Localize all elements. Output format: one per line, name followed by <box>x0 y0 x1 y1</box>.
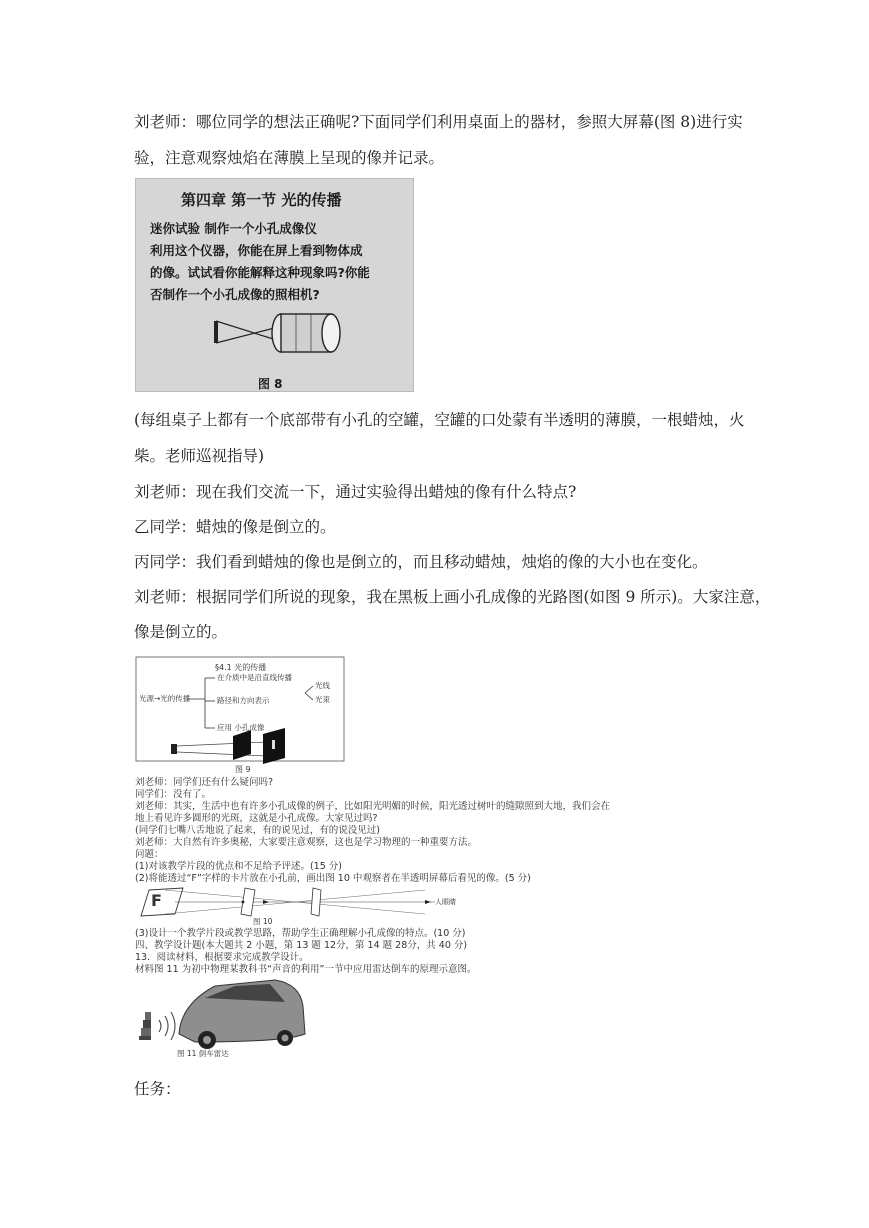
figure-10-eye-label: 人眼睛 <box>435 898 456 906</box>
figure-9-branch: 路径和方向表示 <box>217 696 270 705</box>
scan-line: 同学们：没有了。 <box>135 789 212 800</box>
paragraph-materials-cont: 柴。老师巡视指导) <box>134 447 265 465</box>
paragraph-teacher-exchange: 刘老师：现在我们交流一下，通过实验得出蜡烛的像有什么特点? <box>134 483 577 501</box>
figure-8-line: 的像。试试看你能解释这种现象吗?你能 <box>150 265 370 280</box>
figure-10-caption: 图 10 <box>253 917 273 926</box>
figure-9-branch: 在介质中是沿直线传播 <box>217 673 292 682</box>
scan-line: 刘老师：同学们还有什么疑问吗? <box>135 777 274 788</box>
scan-line: 刘老师：大自然有许多奥秘，大家要注意观察，这也是学习物理的一种重要方法。 <box>135 837 478 848</box>
scan-line: 刘老师：其实，生活中也有许多小孔成像的例子，比如阳光明媚的时候，阳光透过树叶的缝隙照到大地，我们会在 <box>135 801 611 812</box>
figure-10-diagram <box>135 886 465 928</box>
scan-line: 地上看见许多圆形的光斑，这就是小孔成像。大家见过吗? <box>135 813 378 824</box>
figure-8-title: 第四章 第一节 光的传播 <box>181 191 342 209</box>
figure-9-branch: 应用 小孔成像 <box>217 723 265 732</box>
scan-line: (同学们七嘴八舌地说了起来，有的说见过，有的说没见过) <box>135 825 380 836</box>
scan-line: 问题： <box>135 849 164 860</box>
paragraph-materials: (每组桌子上都有一个底部带有小孔的空罐，空罐的口处蒙有半透明的薄膜，一根蜡烛，火 <box>134 411 745 429</box>
figure-8-line: 迷你试验 制作一个小孔成像仪 <box>150 221 317 236</box>
figure-8-line: 否制作一个小孔成像的照相机? <box>150 287 320 302</box>
figure-11 <box>135 976 310 1062</box>
paragraph-teacher-question-cont: 验，注意观察烛焰在薄膜上呈现的像并记录。 <box>134 149 445 167</box>
figure-9 <box>135 656 345 776</box>
figure-8 <box>135 178 414 392</box>
figure-9-leaf: 光束 <box>315 695 330 704</box>
scan-line: (2)将能透过“F”字样的卡片放在小孔前，画出图 10 中观察者在半透明屏幕后看见的像。(5 分) <box>135 873 531 884</box>
pinhole-camera-illustration <box>206 307 346 367</box>
figure-9-header: §4.1 光的传播 <box>215 663 267 672</box>
figure-11-caption: 图 11 倒车雷达 <box>177 1049 229 1058</box>
figure-10-letter: F <box>151 891 162 910</box>
paragraph-student-yi: 乙同学：蜡烛的像是倒立的。 <box>134 518 336 536</box>
scan-line: 四、教学设计题(本大题共 2 小题，第 13 题 12分，第 14 题 28分，共 40 分) <box>135 940 468 951</box>
paragraph-student-bing: 丙同学：我们看到蜡烛的像也是倒立的，而且移动蜡烛，烛焰的像的大小也在变化。 <box>134 553 708 571</box>
figure-8-caption: 图 8 <box>258 377 283 391</box>
figure-9-root: 光源→光的传播 <box>139 694 191 703</box>
scan-line: 13．阅读材料，根据要求完成教学设计。 <box>135 952 309 963</box>
paragraph-teacher-question: 刘老师：哪位同学的想法正确呢?下面同学们利用桌面上的器材，参照大屏幕(图 8)进行实 <box>134 113 743 131</box>
scan-line: 材料图 11 为初中物理某教科书“声音的利用”一节中应用雷达倒车的原理示意图。 <box>135 964 477 975</box>
paragraph-teacher-diagram: 刘老师：根据同学们所说的现象，我在黑板上画小孔成像的光路图(如图 9 所示)。大家注意， <box>134 588 771 606</box>
figure-8-line: 利用这个仪器，你能在屏上看到物体成 <box>150 243 363 258</box>
paragraph-teacher-diagram-cont: 像是倒立的。 <box>134 623 228 641</box>
figure-10 <box>135 886 465 928</box>
scan-line: (3)设计一个教学片段或教学思路，帮助学生正确理解小孔成像的特点。(10 分) <box>135 928 466 939</box>
figure-9-caption: 图 9 <box>235 765 251 774</box>
scan-line: (1)对该教学片段的优点和不足给予评述。(15 分) <box>135 861 342 872</box>
task-heading: 任务： <box>134 1080 181 1098</box>
figure-9-leaf: 光线 <box>315 681 330 690</box>
